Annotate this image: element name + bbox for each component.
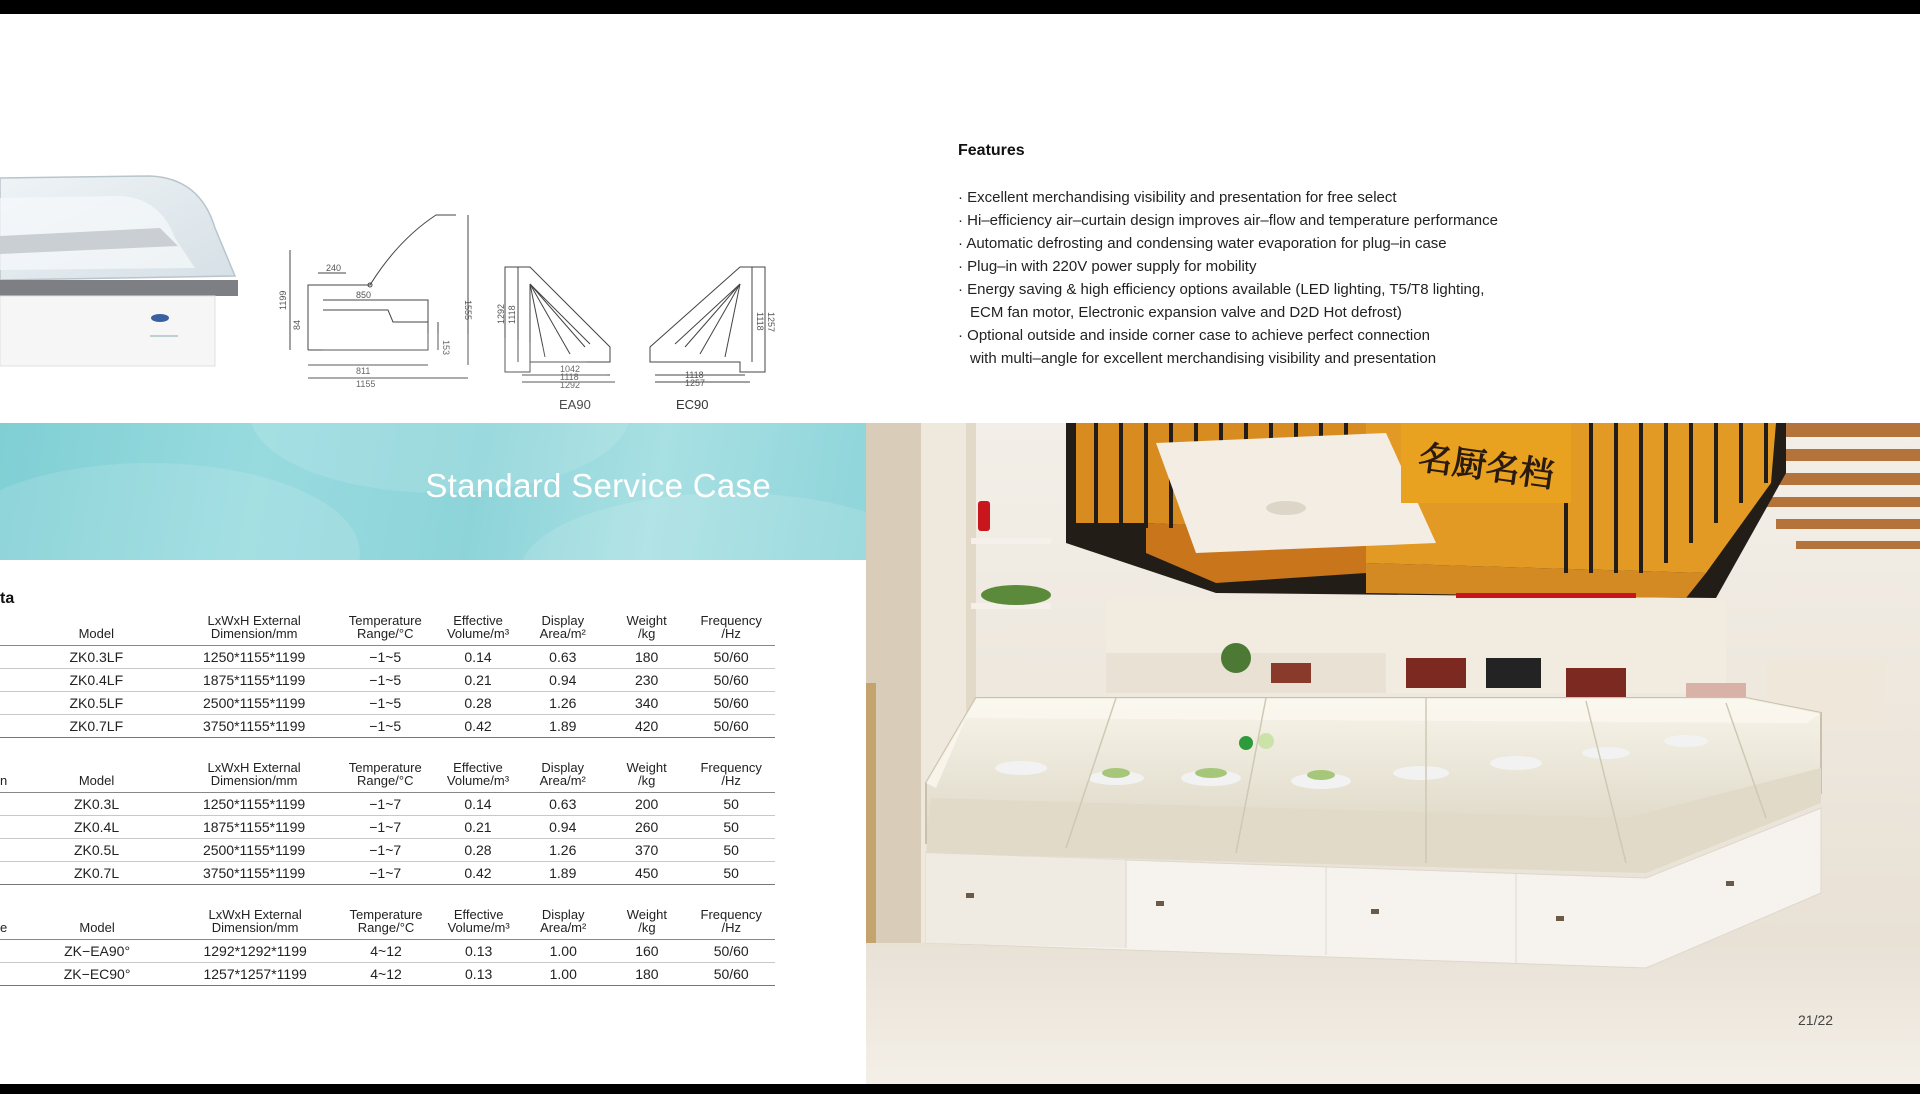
ec90-d1: 1118 bbox=[685, 370, 704, 380]
table-cell: 3750*1155*1199 bbox=[174, 715, 334, 738]
table-cell: 160 bbox=[606, 940, 687, 963]
sign-text: 名厨名档 bbox=[1416, 437, 1557, 497]
table-cell-empty bbox=[0, 692, 18, 715]
table-row bbox=[0, 669, 775, 692]
table-cell: 370 bbox=[606, 839, 687, 862]
feature-line: · Optional outside and inside corner case to achieve perfect connection bbox=[958, 327, 1430, 344]
table-cell: 4~12 bbox=[335, 940, 437, 963]
table-cell: −1~7 bbox=[334, 793, 436, 816]
table-cell-empty bbox=[0, 646, 18, 669]
header-cell: Frequency /Hz bbox=[687, 612, 775, 646]
table-cell: −1~5 bbox=[334, 669, 436, 692]
table-cell: 180 bbox=[606, 963, 687, 986]
table-cell: ZK0.7L bbox=[19, 862, 174, 885]
table-row bbox=[0, 862, 775, 885]
header-cell: Temperature Range/°C bbox=[334, 759, 436, 793]
table-cell: 1.00 bbox=[520, 963, 606, 986]
header-cell: Temperature Range/°C bbox=[335, 906, 437, 940]
table-cell-empty bbox=[0, 816, 19, 839]
ea90-h2: 1118 bbox=[507, 305, 517, 324]
table-cell: 50/60 bbox=[687, 963, 775, 986]
table-row bbox=[0, 646, 775, 669]
table-cell: 50 bbox=[687, 839, 775, 862]
table-cell-empty bbox=[0, 839, 19, 862]
table-cell: 0.13 bbox=[437, 963, 520, 986]
table-cell-empty bbox=[0, 669, 18, 692]
header-cell: Temperature Range/°C bbox=[334, 612, 436, 646]
ea90-label: EA90 bbox=[559, 397, 591, 412]
table-cell: 0.94 bbox=[520, 816, 606, 839]
table-cell: 0.21 bbox=[436, 669, 519, 692]
header-cell: Display Area/m² bbox=[520, 612, 606, 646]
features-list bbox=[958, 186, 1598, 370]
dim-w4: 1155 bbox=[356, 379, 376, 389]
table-cell: 0.14 bbox=[436, 793, 519, 816]
table-header-row bbox=[0, 906, 775, 940]
store-photo bbox=[866, 423, 1920, 1084]
section-heading-fragment: ta bbox=[0, 590, 15, 607]
header-cell: LxWxH External Dimension/mm bbox=[174, 759, 334, 793]
table-cell: 4~12 bbox=[335, 963, 437, 986]
spec-table-3 bbox=[0, 906, 775, 986]
header-cell: LxWxH External Dimension/mm bbox=[174, 612, 334, 646]
table-cell: −1~5 bbox=[334, 692, 436, 715]
table-cell: 1.26 bbox=[520, 692, 606, 715]
feature-line: · Energy saving & high efficiency options available (LED lighting, T5/T8 lighting, bbox=[958, 281, 1485, 298]
table-cell: 0.42 bbox=[436, 715, 519, 738]
table-cell: 50 bbox=[687, 816, 775, 839]
header-cell: e bbox=[0, 906, 19, 940]
feature-line: ECM fan motor, Electronic expansion valve and D2D Hot defrost) bbox=[970, 304, 1402, 321]
dim-w2: 850 bbox=[356, 290, 372, 300]
table-cell: 230 bbox=[606, 669, 687, 692]
table-cell: ZK0.5L bbox=[19, 839, 174, 862]
table-cell: 2500*1155*1199 bbox=[174, 692, 334, 715]
table-cell-empty bbox=[0, 940, 19, 963]
table-cell: 1875*1155*1199 bbox=[174, 669, 334, 692]
table-row bbox=[0, 816, 775, 839]
table-cell: 450 bbox=[606, 862, 687, 885]
header-cell: Effective Volume/m³ bbox=[436, 759, 519, 793]
feature-line: · Automatic defrosting and condensing water evaporation for plug–in case bbox=[958, 235, 1447, 252]
page-number: 21/22 bbox=[1798, 1012, 1834, 1028]
table-cell: 50/60 bbox=[687, 692, 775, 715]
ec90-d2: 1257 bbox=[685, 378, 706, 388]
ea90-d2: 1118 bbox=[560, 372, 579, 382]
table-cell: 50/60 bbox=[687, 669, 775, 692]
table-header-row bbox=[0, 612, 775, 646]
table-cell: ZK0.7LF bbox=[18, 715, 174, 738]
table-row bbox=[0, 940, 775, 963]
ec90-drawing bbox=[645, 262, 776, 388]
table-cell: 1.89 bbox=[520, 715, 606, 738]
table-cell-empty bbox=[0, 793, 19, 816]
top-border bbox=[0, 0, 1920, 14]
spec-table-2 bbox=[0, 759, 775, 885]
table-cell-empty bbox=[0, 715, 18, 738]
header-cell: LxWxH External Dimension/mm bbox=[175, 906, 335, 940]
table-cell: 200 bbox=[606, 793, 687, 816]
title-banner bbox=[0, 423, 866, 560]
table-row bbox=[0, 839, 775, 862]
header-cell: n bbox=[0, 759, 19, 793]
table-cell: 0.28 bbox=[436, 692, 519, 715]
table-cell-empty bbox=[0, 963, 19, 986]
feature-line: with multi–angle for excellent merchandising visibility and presentation bbox=[970, 350, 1437, 367]
table-cell: 1257*1257*1199 bbox=[175, 963, 335, 986]
table-cell: 0.94 bbox=[520, 669, 606, 692]
feature-line: · Plug–in with 220V power supply for mobility bbox=[958, 258, 1257, 275]
table-cell: 260 bbox=[606, 816, 687, 839]
header-cell: Weight /kg bbox=[606, 906, 687, 940]
table-row bbox=[0, 793, 775, 816]
table-cell: ZK−EA90° bbox=[19, 940, 175, 963]
dim-h1: 1199 bbox=[278, 290, 288, 310]
table-cell: 50/60 bbox=[687, 646, 775, 669]
table-cell: 50/60 bbox=[687, 715, 775, 738]
header-cell: Effective Volume/m³ bbox=[436, 612, 519, 646]
dim-w1: 240 bbox=[326, 263, 342, 273]
table-cell: 0.63 bbox=[520, 793, 606, 816]
table-cell: 420 bbox=[606, 715, 687, 738]
table-cell: −1~7 bbox=[334, 839, 436, 862]
spec-table-1 bbox=[0, 612, 775, 738]
dim-w3: 811 bbox=[356, 366, 371, 376]
table-cell: 0.14 bbox=[436, 646, 519, 669]
dim-h2: 1555 bbox=[463, 300, 473, 321]
table-cell: 50 bbox=[687, 862, 775, 885]
header-cell: Model bbox=[19, 759, 174, 793]
table-cell: 0.42 bbox=[436, 862, 519, 885]
table-cell: 1.00 bbox=[520, 940, 606, 963]
banner-title: Standard Service Case bbox=[425, 467, 771, 504]
table-cell: −1~7 bbox=[334, 862, 436, 885]
table-cell: ZK0.3LF bbox=[18, 646, 174, 669]
table-cell: 1292*1292*1199 bbox=[175, 940, 335, 963]
feature-line: · Excellent merchandising visibility and presentation for free select bbox=[958, 189, 1397, 206]
table-cell: ZK0.4LF bbox=[18, 669, 174, 692]
features-title: Features bbox=[958, 142, 1025, 159]
dim-h3: 84 bbox=[292, 319, 302, 330]
bottom-border bbox=[0, 1084, 1920, 1094]
header-cell: Weight /kg bbox=[606, 612, 687, 646]
table-cell: −1~7 bbox=[334, 816, 436, 839]
header-cell: Frequency /Hz bbox=[687, 759, 775, 793]
table-cell: −1~5 bbox=[334, 646, 436, 669]
table-cell: 50/60 bbox=[687, 940, 775, 963]
table-cell: 1875*1155*1199 bbox=[174, 816, 334, 839]
table-cell: 0.13 bbox=[437, 940, 520, 963]
ec90-h1: 1118 bbox=[755, 312, 765, 331]
table-cell: ZK0.5LF bbox=[18, 692, 174, 715]
table-cell: 0.28 bbox=[436, 839, 519, 862]
header-cell: Display Area/m² bbox=[520, 906, 606, 940]
table-cell: ZK0.3L bbox=[19, 793, 174, 816]
header-cell: Weight /kg bbox=[606, 759, 687, 793]
table-row bbox=[0, 715, 775, 738]
table-cell: 1250*1155*1199 bbox=[174, 646, 334, 669]
dim-h4: 153 bbox=[441, 340, 451, 356]
table-cell: 1.89 bbox=[520, 862, 606, 885]
feature-line: · Hi–efficiency air–curtain design improves air–flow and temperature performance bbox=[958, 212, 1498, 229]
header-cell: Model bbox=[18, 612, 174, 646]
product-image bbox=[0, 168, 245, 403]
header-cell: Frequency /Hz bbox=[687, 906, 775, 940]
table-header-row bbox=[0, 759, 775, 793]
table-cell: 0.21 bbox=[436, 816, 519, 839]
table-cell: 3750*1155*1199 bbox=[174, 862, 334, 885]
table-cell: 1.26 bbox=[520, 839, 606, 862]
header-cell: Effective Volume/m³ bbox=[437, 906, 520, 940]
table-cell: 0.63 bbox=[520, 646, 606, 669]
table-row bbox=[0, 963, 775, 986]
ea90-d1: 1042 bbox=[560, 364, 581, 374]
table-cell: ZK−EC90° bbox=[19, 963, 175, 986]
ec90-h2: 1257 bbox=[766, 312, 776, 333]
header-cell: Model bbox=[19, 906, 175, 940]
table-cell: ZK0.4L bbox=[19, 816, 174, 839]
ec90-label: EC90 bbox=[676, 397, 709, 412]
table-cell-empty bbox=[0, 862, 19, 885]
table-cell: 1250*1155*1199 bbox=[174, 793, 334, 816]
ea90-d3: 1292 bbox=[560, 380, 581, 390]
table-cell: −1~5 bbox=[334, 715, 436, 738]
header-cell: Display Area/m² bbox=[520, 759, 606, 793]
ea90-h1: 1292 bbox=[496, 303, 506, 324]
table-row bbox=[0, 692, 775, 715]
table-cell: 50 bbox=[687, 793, 775, 816]
table-cell: 2500*1155*1199 bbox=[174, 839, 334, 862]
table-cell: 180 bbox=[606, 646, 687, 669]
table-cell: 340 bbox=[606, 692, 687, 715]
header-cell bbox=[0, 612, 18, 646]
